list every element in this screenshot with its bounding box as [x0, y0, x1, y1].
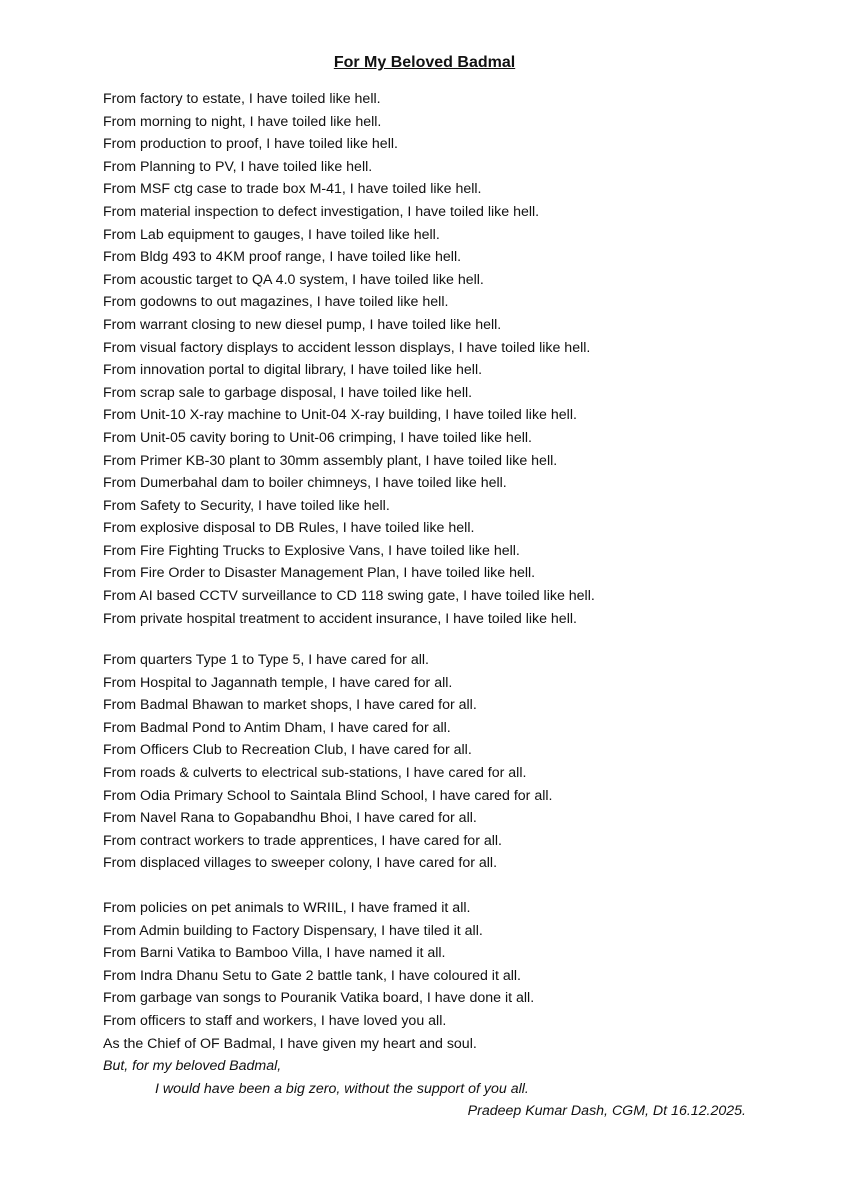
poem-line: From Dumerbahal dam to boiler chimneys, I have toiled like hell. — [103, 475, 507, 492]
closing-line-1: But, for my beloved Badmal, — [103, 1058, 282, 1074]
poem-line: From Planning to PV, I have toiled like hell. — [103, 158, 373, 175]
closing-line-2: I would have been a big zero, without the support of you all. — [155, 1080, 529, 1097]
poem-line: From Unit-05 cavity boring to Unit-06 crimping, I have toiled like hell. — [103, 429, 532, 446]
poem-line: From Badmal Pond to Antim Dham, I have cared for all. — [103, 719, 451, 736]
poem-line: From morning to night, I have toiled like hell. — [103, 113, 382, 130]
signature-line: Pradeep Kumar Dash, CGM, Dt 16.12.2025. — [467, 1103, 746, 1120]
poem-line: From garbage van songs to Pouranik Vatika board, I have done it all. — [103, 990, 535, 1007]
poem-line: From explosive disposal to DB Rules, I have toiled like hell. — [103, 520, 475, 537]
poem-line: From officers to staff and workers, I have loved you all. — [103, 1012, 447, 1029]
poem-line: From Fire Order to Disaster Management Plan, I have toiled like hell. — [103, 565, 536, 582]
stanza-toiled — [103, 88, 803, 630]
poem-line: From MSF ctg case to trade box M-41, I have toiled like hell. — [103, 181, 482, 198]
poem-line: From visual factory displays to accident lesson displays, I have toiled like hell. — [103, 339, 591, 356]
poem-line: From Navel Rana to Gopabandhu Bhoi, I have cared for all. — [103, 810, 477, 827]
poem-line: From Unit-10 X-ray machine to Unit-04 X-ray building, I have toiled like hell. — [103, 407, 577, 424]
poem-line: From godowns to out magazines, I have toiled like hell. — [103, 294, 449, 311]
poem-line: From Badmal Bhawan to market shops, I have cared for all. — [103, 697, 477, 714]
stanza-framed — [103, 897, 803, 1055]
poem-line: From acoustic target to QA 4.0 system, I have toiled like hell. — [103, 271, 484, 288]
stanza-cared — [103, 649, 803, 875]
poem-line: From Admin building to Factory Dispensary, I have tiled it all. — [103, 922, 483, 939]
closing-block — [0, 1055, 849, 1123]
poem-line: From private hospital treatment to accident insurance, I have toiled like hell. — [103, 610, 577, 627]
poem-line: From roads & culverts to electrical sub-stations, I have cared for all. — [103, 764, 527, 781]
poem-line: From scrap sale to garbage disposal, I have toiled like hell. — [103, 384, 473, 401]
poem-line: From Barni Vatika to Bamboo Villa, I have named it all. — [103, 945, 446, 962]
poem-line: From quarters Type 1 to Type 5, I have cared for all. — [103, 652, 429, 668]
poem-title: For My Beloved Badmal — [333, 54, 516, 71]
poem-line: From material inspection to defect investigation, I have toiled like hell. — [103, 203, 540, 220]
poem-line: From Odia Primary School to Saintala Blind School, I have cared for all. — [103, 787, 553, 804]
poem-line: From Primer KB-30 plant to 30mm assembly plant, I have toiled like hell. — [103, 452, 558, 469]
poem-line: From Lab equipment to gauges, I have toiled like hell. — [103, 226, 440, 243]
poem-line: From Safety to Security, I have toiled like hell. — [103, 497, 390, 514]
poem-line: From policies on pet animals to WRIIL, I have framed it all. — [103, 900, 471, 916]
poem-line: From warrant closing to new diesel pump, I have toiled like hell. — [103, 316, 502, 333]
poem-line: From Bldg 493 to 4KM proof range, I have toiled like hell. — [103, 249, 462, 266]
poem-line: From Hospital to Jagannath temple, I have cared for all. — [103, 674, 453, 691]
poem-line: From Indra Dhanu Setu to Gate 2 battle tank, I have coloured it all. — [103, 967, 521, 984]
poem-line: From AI based CCTV surveillance to CD 118 swing gate, I have toiled like hell. — [103, 588, 595, 605]
poem-line: From displaced villages to sweeper colony, I have cared for all. — [103, 855, 498, 872]
poem-line: From factory to estate, I have toiled like hell. — [103, 91, 381, 107]
poem-line: From production to proof, I have toiled like hell. — [103, 136, 398, 153]
poem-line: From Fire Fighting Trucks to Explosive Vans, I have toiled like hell. — [103, 542, 520, 559]
poem-line: From innovation portal to digital library, I have toiled like hell. — [103, 362, 483, 379]
poem-line: As the Chief of OF Badmal, I have given my heart and soul. — [103, 1035, 477, 1052]
poem-line: From contract workers to trade apprentices, I have cared for all. — [103, 832, 502, 849]
poem-line: From Officers Club to Recreation Club, I have cared for all. — [103, 742, 472, 759]
